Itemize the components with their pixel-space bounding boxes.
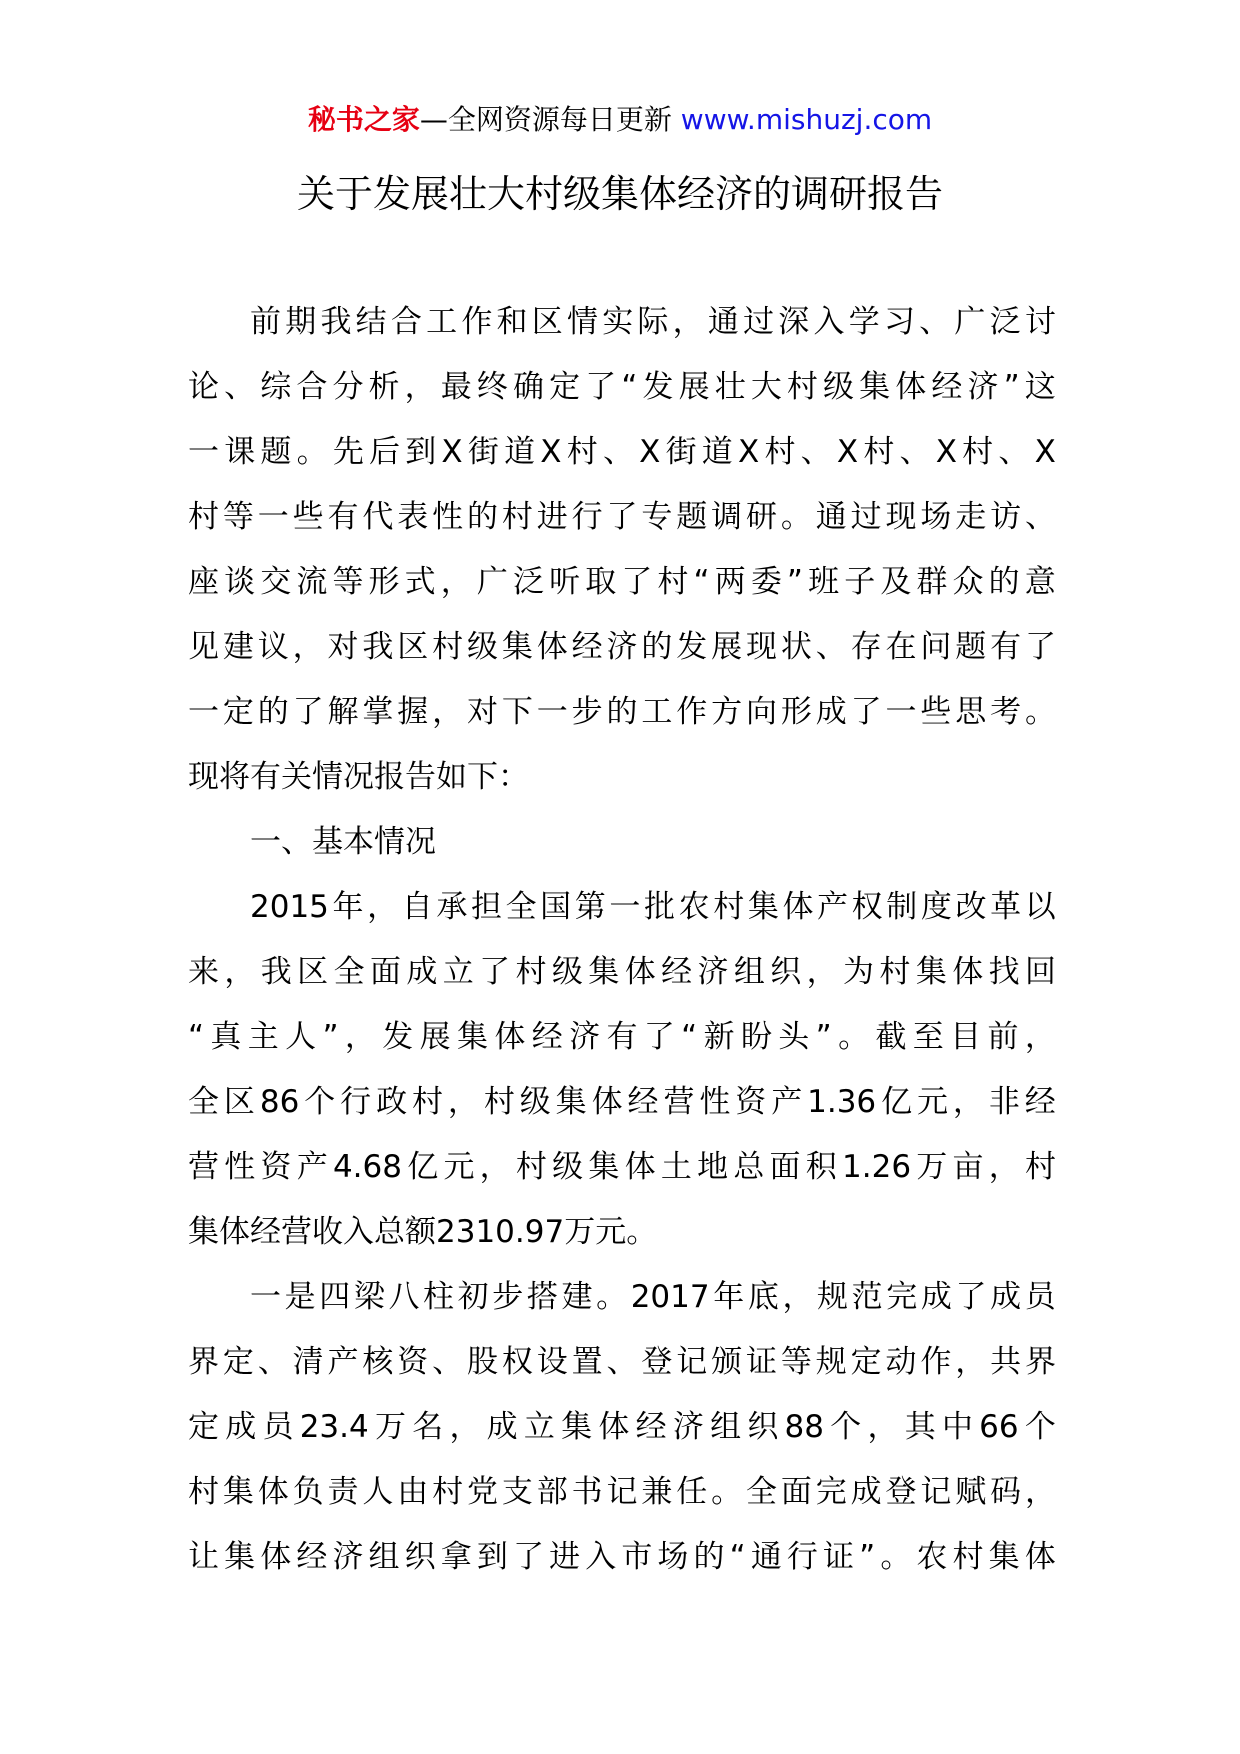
text-line: 村 集 体 负 责 人 由 村 党 支 部 书 记 兼 任 。 全 面 完 成 登 记 赋 码 ， [188, 1474, 1056, 1510]
text-line: 现 将 有 关 情 况 报 告 如 下 ： [188, 759, 529, 795]
text-line: 一 是 四 梁 八 柱 初 步 搭 建 。 2017 年 底 ， 规 范 完 成 了 成 员 [250, 1279, 1056, 1315]
text-line: 界 定 、 清 产 核 资 、 股 权 设 置 、 登 记 颁 证 等 规 定 动 作 ， 共 界 [188, 1344, 1056, 1380]
text-line: 论 、 综 合 分 析 ， 最 终 确 定 了 “ 发 展 壮 大 村 级 集 体 经 济 ” 这 [188, 369, 1056, 405]
text-line: 一 定 的 了 解 掌 握 ， 对 下 一 步 的 工 作 方 向 形 成 了 一 些 思 考 。 [188, 694, 1056, 730]
site-header [0, 100, 1240, 140]
text-line: 前 期 我 结 合 工 作 和 区 情 实 际 ， 通 过 深 入 学 习 、 广 泛 讨 [250, 304, 1056, 340]
text-line: 见 建 议 ， 对 我 区 村 级 集 体 经 济 的 发 展 现 状 、 存 在 问 题 有 了 [188, 629, 1056, 665]
header-slogan: —全网资源每日更新 [419, 103, 672, 136]
text-line: 让 集 体 经 济 组 织 拿 到 了 进 入 市 场 的 “ 通 行 证 ” 。 农 村 集 体 [188, 1539, 1056, 1575]
brand-name: 秘书之家 [307, 103, 420, 136]
text-line: 集 体 经 营 收 入 总 额 2310.97 万 元 。 [188, 1214, 658, 1250]
text-line: 座 谈 交 流 等 形 式 ， 广 泛 听 取 了 村 “ 两 委 ” 班 子 及 群 众 的 意 [188, 564, 1056, 600]
document-title: 关于发展壮大村级集体经济的调研报告 [296, 172, 943, 216]
text-line: 营 性 资 产 4.68 亿 元 ， 村 级 集 体 土 地 总 面 积 1.26 万 亩 ， 村 [188, 1149, 1056, 1185]
text-line: 定 成 员 23.4 万 名 ， 成 立 集 体 经 济 组 织 88 个 ， 其 中 66 个 [188, 1409, 1056, 1445]
site-url-link[interactable]: www.mishuzj.com [680, 103, 933, 136]
text-line: 全 区 86 个 行 政 村 ， 村 级 集 体 经 营 性 资 产 1.36 亿 元 ， 非 经 [188, 1084, 1056, 1120]
section-heading: 一 、 基 本 情 况 [250, 824, 436, 860]
text-line: 2015 年 ， 自 承 担 全 国 第 一 批 农 村 集 体 产 权 制 度 改 革 以 [250, 889, 1056, 925]
text-line: 一 课 题 。 先 后 到 X 街 道 X 村 、 X 街 道 X 村 、 X 村 、 X 村 、 X [188, 434, 1056, 470]
text-line: 村 等 一 些 有 代 表 性 的 村 进 行 了 专 题 调 研 。 通 过 现 场 走 访 、 [188, 499, 1056, 535]
text-line: 来 ， 我 区 全 面 成 立 了 村 级 集 体 经 济 组 织 ， 为 村 集 体 找 回 [188, 954, 1056, 990]
document-body [188, 290, 1056, 1590]
text-line: “ 真 主 人 ” ， 发 展 集 体 经 济 有 了 “ 新 盼 头 ” 。 截 至 目 前 ， [188, 1019, 1056, 1055]
